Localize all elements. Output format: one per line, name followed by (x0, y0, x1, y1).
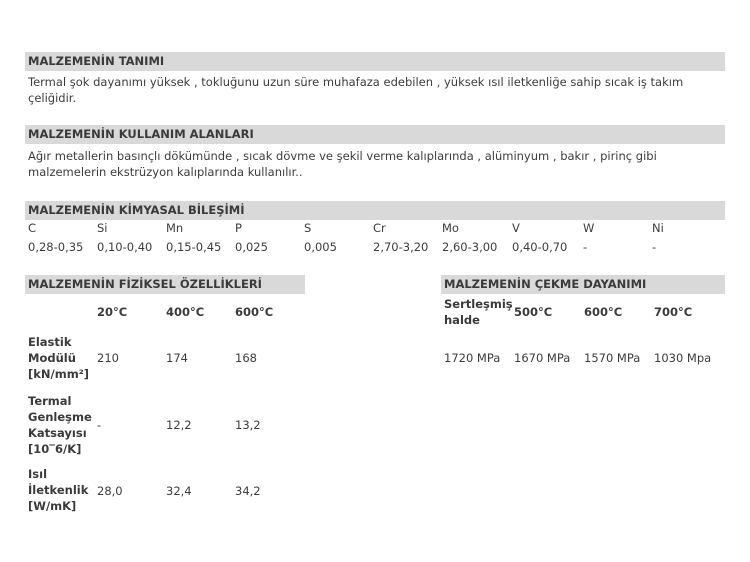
property-value: 12,2 (166, 418, 192, 432)
property-label-line: İletkenlik (28, 483, 89, 497)
element-value: - (583, 240, 588, 254)
section-header-kullanim (25, 125, 725, 144)
tensile-header: Sertleşmiş (444, 297, 513, 311)
property-label-line: Genleşme (28, 410, 92, 424)
element-label: C (28, 221, 37, 235)
element-value: 0,15-0,45 (166, 240, 222, 254)
element-value: 0,28-0,35 (28, 240, 84, 254)
property-value: 13,2 (235, 418, 261, 432)
tensile-header: 600°C (584, 305, 623, 319)
property-value: 210 (97, 351, 119, 365)
element-label: P (235, 221, 242, 235)
tensile-header: halde (444, 313, 480, 327)
tensile-header: 500°C (514, 305, 553, 319)
tensile-value: 1570 MPa (584, 351, 641, 365)
kullanim-text-line-2: malzemelerin ekstrüzyon kalıplarında kullanılır.. (28, 165, 303, 179)
temperature-header: 600°C (235, 305, 274, 319)
temperature-header: 400°C (166, 305, 205, 319)
property-label-line: Katsayısı (28, 426, 87, 440)
section-title-cekme: MALZEMENİN ÇEKME DAYANIMI (444, 277, 647, 291)
tensile-value: 1670 MPa (514, 351, 571, 365)
element-label: W (583, 221, 595, 235)
property-label-line: Isıl (28, 467, 48, 481)
section-header-cekme (441, 275, 725, 294)
element-label: Cr (373, 221, 386, 235)
tensile-value: 1030 Mpa (654, 351, 712, 365)
section-title-fiziksel: MALZEMENİN FİZİKSEL ÖZELLİKLERİ (28, 277, 262, 291)
element-value: 0,025 (235, 240, 268, 254)
property-value: 174 (166, 351, 188, 365)
element-label: V (512, 221, 520, 235)
section-header-fiziksel (25, 275, 305, 294)
element-value: 0,40-0,70 (512, 240, 568, 254)
temperature-header: 20°C (97, 305, 128, 319)
element-label: S (304, 221, 312, 235)
property-value: 32,4 (166, 484, 192, 498)
element-label: Ni (652, 221, 664, 235)
section-title-kullanim: MALZEMENİN KULLANIM ALANLARI (28, 127, 254, 141)
property-label-line: [10‾6/K] (28, 442, 82, 456)
element-value: 0,005 (304, 240, 337, 254)
property-label-line: Termal (28, 394, 72, 408)
section-header-tanim (25, 52, 725, 71)
element-value: 2,70-3,20 (373, 240, 429, 254)
property-label-line: Modülü (28, 351, 76, 365)
element-value: 2,60-3,00 (442, 240, 498, 254)
property-value: 28,0 (97, 484, 123, 498)
section-title-kimyasal: MALZEMENİN KİMYASAL BİLEŞİMİ (28, 203, 245, 217)
tanim-text-line-1: Termal şok dayanımı yüksek , tokluğunu uzun süre muhafaza edebilen , yüksek ısıl iletkenliğe sahip sıcak iş takım (28, 75, 684, 89)
element-label: Si (97, 221, 108, 235)
tensile-header: 700°C (654, 305, 693, 319)
element-label: Mn (166, 221, 184, 235)
section-title-tanim: MALZEMENİN TANIMI (28, 54, 165, 68)
tanim-text-line-2: çeliğidir. (28, 91, 77, 105)
section-header-kimyasal (25, 201, 725, 220)
tensile-value: 1720 MPa (444, 351, 501, 365)
property-label-line: [kN/mm²] (28, 367, 89, 381)
property-label-line: [W/mK] (28, 499, 77, 513)
property-label-line: Elastik (28, 335, 72, 349)
property-value: 34,2 (235, 484, 261, 498)
element-value: - (652, 240, 657, 254)
kullanim-text-line-1: Ağır metallerin basınçlı dökümünde , sıcak dövme ve şekil verme kalıplarında , alüminyum , bakır , pirinç gibi (28, 149, 657, 163)
element-value: 0,10-0,40 (97, 240, 153, 254)
element-label: Mo (442, 221, 459, 235)
property-value: 168 (235, 351, 257, 365)
property-value: - (97, 418, 102, 432)
